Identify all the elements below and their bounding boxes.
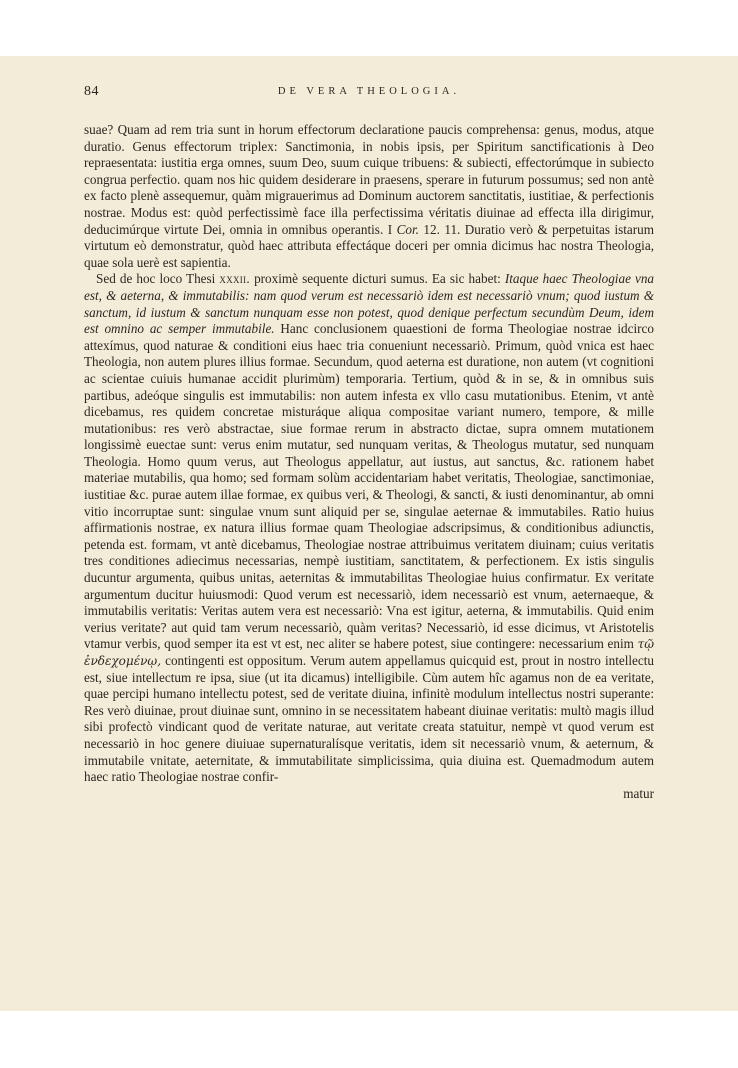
catchword: matur — [623, 785, 654, 801]
book-page — [0, 56, 738, 1011]
thesis-number: xxxii. — [219, 271, 250, 287]
running-title: DE VERA THEOLOGIA. — [277, 86, 461, 97]
paragraph-1-text-b: 12. 11. Duratio verò & perpetuitas istarum virtutum eò demonstratur, quòd haec attributa effectáque doceri per omnia dicimus hac nostra Theologia, quae sola uerè est sapientia. — [84, 221, 655, 270]
paragraph-1 — [84, 122, 654, 271]
page-header — [84, 84, 654, 104]
paragraph-2-text-d: contingenti est oppositum. Verum autem appellamus quicquid est, prout in nostro intellectu est, siue intellectum re ipsa, siue (ut ita dicamus) intelligibile. Cùm autem hîc agamus non de ea veritate, quae percipi humano intellectu potest, sed de veritate diuina, infinitè modulum intellectus nostri superante: Res verò diuinae, prout diuinae sunt, omnino in se necessitatem habeant diuinae veritatis: multò magis illud sibi profectò vindicant quod de veritate naturae, aut veritate creata statuitur, nempè vt quod verum est necessariò in hoc genere diuiuae supernaturalísque veritatis, idem sit necessariò vnum, & aeternum, & immutabile vnitate, aeternitate, & immutabilitate simplicissima, quia diuina est. Quemadmodum autem haec ratio Theologiae nostrae confir- — [84, 653, 655, 785]
paragraph-2-text-b: proximè sequente dicturi sumus. Ea sic habet: — [254, 271, 501, 287]
greek-phrase: τῷ ἐνδεχομένῳ, — [84, 637, 654, 668]
paragraph-2-text-c: Hanc conclusionem quaestioni de forma Theologiae nostrae idcirco attexímus, quod naturae & conditioni eius haec tria conueniunt necessariò. Primum, quòd vnica est haec Theologia, non autem plures illius formae. Secundum, quod aeterna est duratione, non autem (vt cognitioni ac scientae cuiuis humanae accidit plurimùm) temporaria. Tertium, quòd & in se, & in omnibus suis partibus, adeóque singulis est immutabilis: non autem infesta ex vllo casu mutationibus. Etenim, vt antè dicebamus, res quidem concretae misturáque aliqua compositae variant numero, tempore, & mille mutationibus: res verò abstractae, siue formae rerum in abstracto dictae, supra omnem mutationem longissimè euectae sunt: verus enim mutatur, sed nunquam veritas, & Theologus mutatur, sed nunquam Theologia. Homo quum verus, aut Theologus appellatur, aut iustus, aut sanctus, &c. rationem habet materiae mutabilis, qua homo; sed formam solùm accidentariam habet veritatis, Theologiae, sanctimoniae, iustitiae &c. purae autem illae formae, ex quibus veri, & Theologi, & sancti, & iusti denominantur, ab omni vitio incorruptae sunt: singulae vnum sunt aliquid per se, singulae aeternae & immutabiles. Ratio huius affirmationis nostrae, ex natura illius formae quam Theologiae adscripsimus, & conditionibus adiunctis, petenda est. formam, vt antè dicebamus, Theologiae nostrae attribuimus veritatem diuinam; cuius veritatis tres conditiones adiecimus necessarias, nempè iustitiam, sanctitatem, & perfectionem. Ex istis singulis ducuntur argumenta, quibus unitas, aeternitas & immutabilitas Theologiae huius confirmatur. Ex veritate argumentum ducitur huiusmodi: Quod verum est necessariò, idem necessariò est vnum, aeternaeque, & immutabilis veritatis: Veritas autem vera est necessariò: Vna est igitur, aeterna, & immutabilis. Quid enim verius veritate? aut quid tam verum necessariò, quàm veritas? Necessariò, id esse dicimus, vt Aristotelis vtamur verbis, quod semper ita est vt est, nec aliter se habere potest, siue contingere: necessarium enim — [84, 321, 655, 652]
body-text — [84, 122, 654, 802]
paragraph-2 — [84, 271, 654, 802]
paragraph-1-text-a: suae? Quam ad rem tria sunt in horum effectorum declaratione paucis comprehensa: genus, modus, atque duratio. Genus effectorum triplex: Sanctimonia, in nobis ipsis, per Spiritum sanctificationis à Deo repraesentata: iustitia erga omnes, suum Deo, suum cuique tribuens: & subiecti, effectorúmque in subiecto congrua perfectio. quam nos hic quidem desiderare in praesens, sperare in futurum possumus; sed non antè ex facto plenè assequemur, quàm migrauerimus ad Dominum auctorem sanctitatis, iustitiae, & perfectionis nostrae. Modus est: quòd perfectissimè face illa perfectissima véritatis diuinae ad effecta illa dirigimur, deducimúrque virtute Dei, omnia in omnibus operantis. I — [84, 122, 654, 237]
page-number: 84 — [84, 84, 99, 99]
cor-reference: Cor. — [396, 221, 419, 237]
thesis-quote: Itaque haec Theologiae vna est, & aeterna, & immutabilis: nam quod verum est necessariò idem est necessariò vnum; quod iustum & sanctum, id iustum & sanctum nunquam esse non potest, quod denique perfectum secundùm Deum, idem est omnino ac semper immutabile. — [84, 271, 655, 337]
paragraph-2-text-a: Sed de hoc loco Thesi — [96, 271, 216, 287]
